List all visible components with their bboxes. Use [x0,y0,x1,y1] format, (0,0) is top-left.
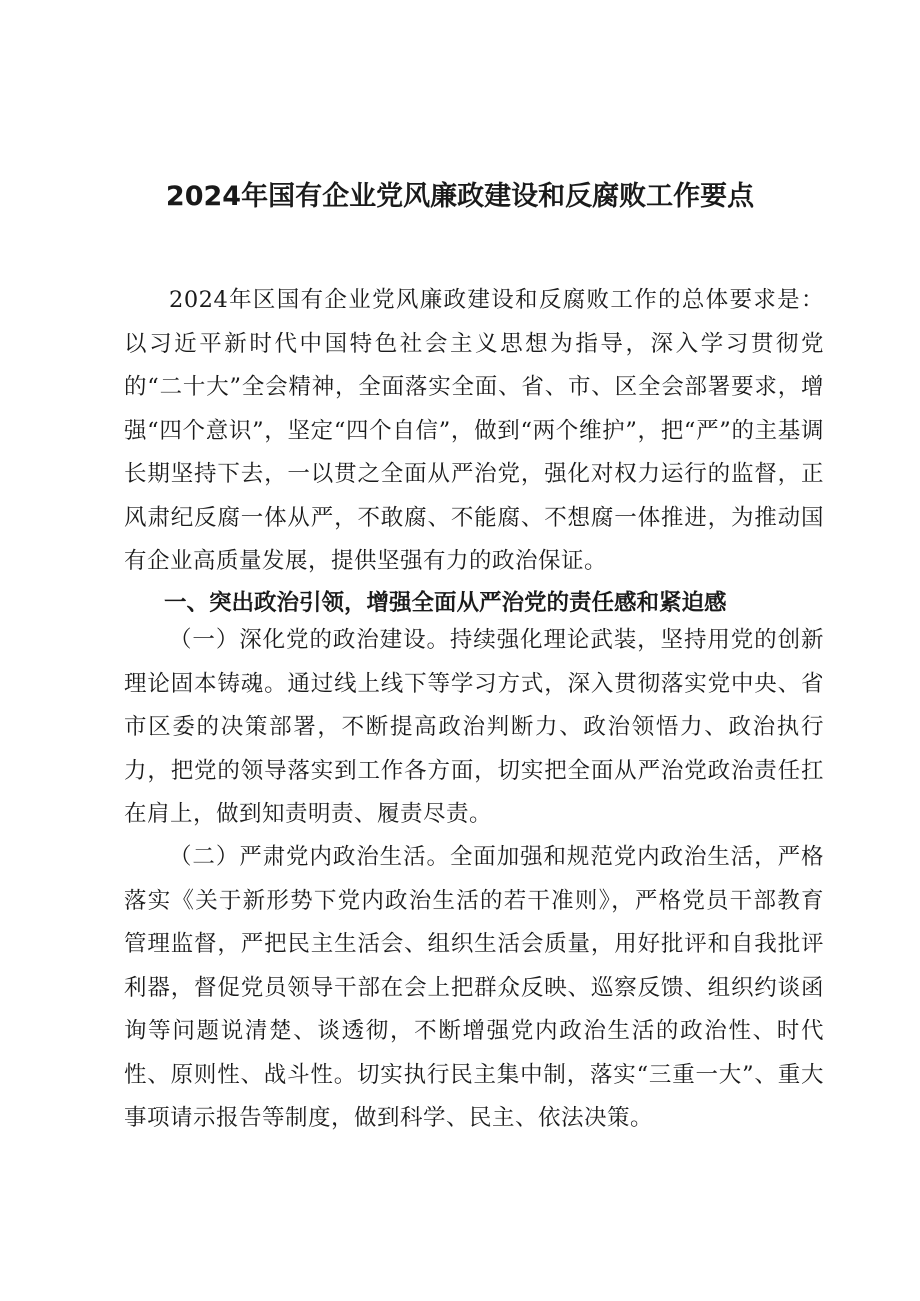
section-1-heading: 一、突出政治引领，增强全面从严治党的责任感和紧迫感 [164,590,727,616]
document-title: 2024年国有企业党风廉政建设和反腐败工作要点 [165,181,755,212]
intro-paragraph: 2024年区国有企业党风廉政建设和反腐败工作的总体要求是：以习近平新时代中国特色社会主义思想为指导，深入学习贯彻党的“二十大”全会精神，全面落实全面、省、市、区全会部署要求，增强“四个意识”，坚定“四个自信”，做到“两个维护”，把“严”的主基调长期坚持下去，一以贯之全面从严治党，强化对权力运行的监督，正风肃纪反腐一体从严，不敢腐、不能腐、不想腐一体推进，为推动国有企业高质量发展，提供坚强有力的政治保证。 [124,287,824,574]
item-2-paragraph: （二）严肃党内政治生活。全面加强和规范党内政治生活，严格落实《关于新形势下党内政治生活的若干准则》，严格党员干部教育管理监督，严把民主生活会、组织生活会质量，用好批评和自我批评利器，督促党员领导干部在会上把群众反映、巡察反馈、组织约谈函询等问题说清楚、谈透彻，不断增强党内政治生活的政治性、时代性、原则性、战斗性。切实执行民主集中制，落实“三重一大”、重大事项请示报告等制度，做到科学、民主、依法决策。 [124,844,824,1131]
item-1-paragraph: （一）深化党的政治建设。持续强化理论武装，坚持用党的创新理论固本铸魂。通过线上线下等学习方式，深入贯彻落实党中央、省市区委的决策部署，不断提高政治判断力、政治领悟力、政治执行力，把党的领导落实到工作各方面，切实把全面从严治党政治责任扛在肩上，做到知责明责、履责尽责。 [124,627,824,827]
